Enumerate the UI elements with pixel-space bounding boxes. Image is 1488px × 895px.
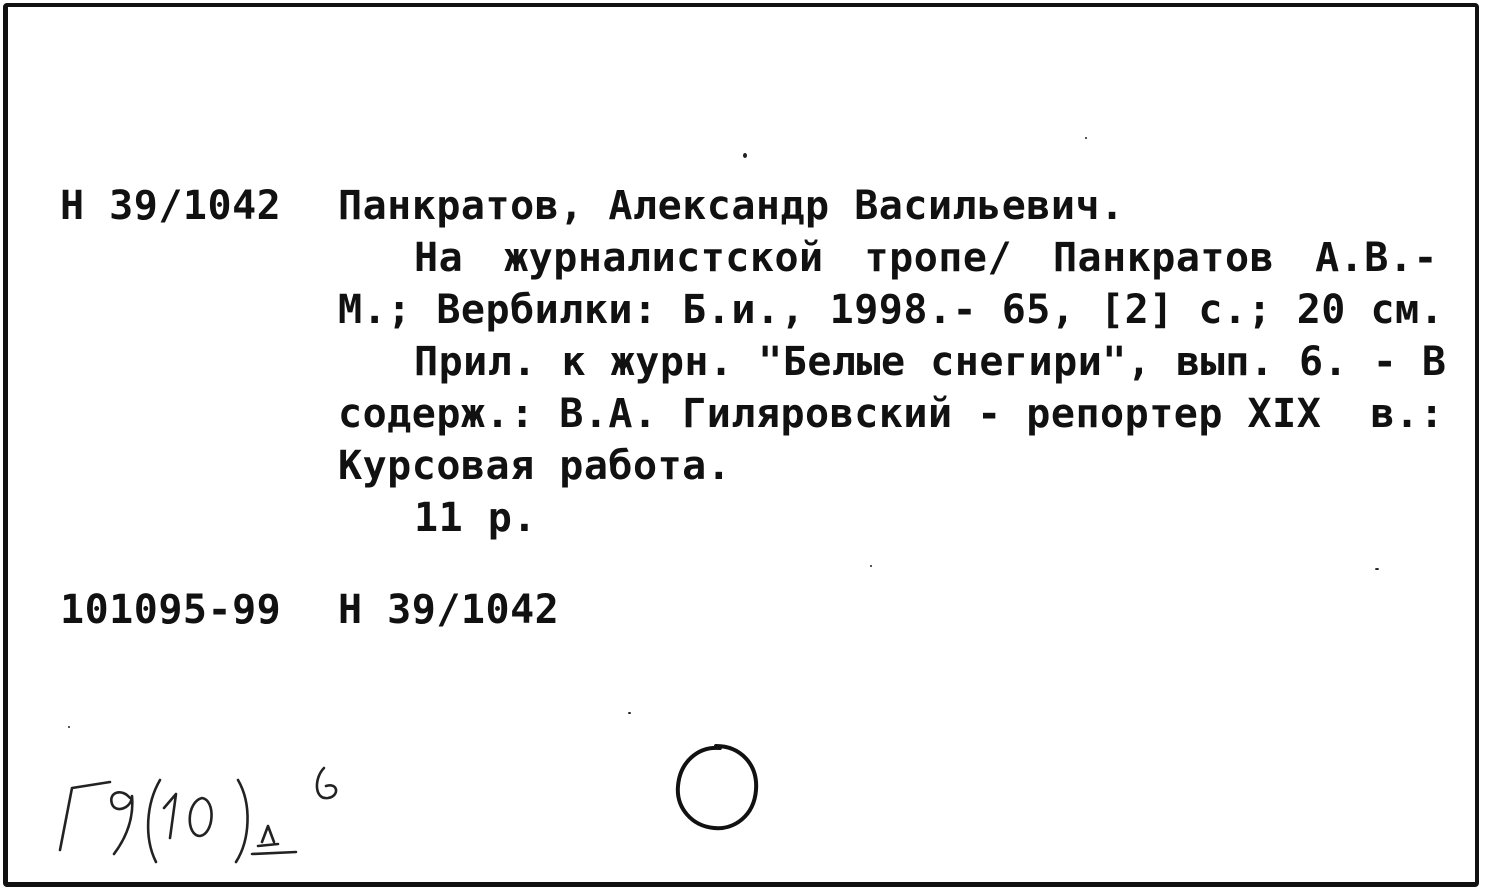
price: 11 р. <box>414 495 537 541</box>
scan-speck <box>1085 137 1087 139</box>
circle-mark-icon <box>670 740 762 835</box>
imprint-line: М.; Вербилки: Б.и., 1998.- 65, [2] с.; 20 см. <box>338 287 1445 333</box>
shelf-mark: Н 39/1042 <box>60 183 282 229</box>
note-text-1: Прил. к журн. "Белые снегири", вып. 6. - В <box>414 339 1447 385</box>
note-line-1 <box>338 336 1447 388</box>
author-heading: Панкратов, Александр Васильевич. <box>338 183 1125 229</box>
price-line <box>338 492 537 544</box>
inventory-number: 101095-99 <box>60 587 282 633</box>
note-line-3: Курсовая работа. <box>338 443 732 489</box>
handwritten-code <box>52 758 372 868</box>
title-line <box>338 232 1438 284</box>
scan-speck <box>743 153 747 158</box>
scan-speck <box>1375 568 1379 570</box>
note-line-2: содерж.: В.А. Гиляровский - репортер XIX в.: <box>338 391 1445 437</box>
title-statement: На журналистской тропе/ Панкратов А.В.- <box>414 235 1438 281</box>
shelf-mark-repeat: Н 39/1042 <box>338 587 560 633</box>
scan-speck <box>628 712 631 714</box>
scan-speck <box>870 565 872 567</box>
scan-speck <box>68 726 70 728</box>
